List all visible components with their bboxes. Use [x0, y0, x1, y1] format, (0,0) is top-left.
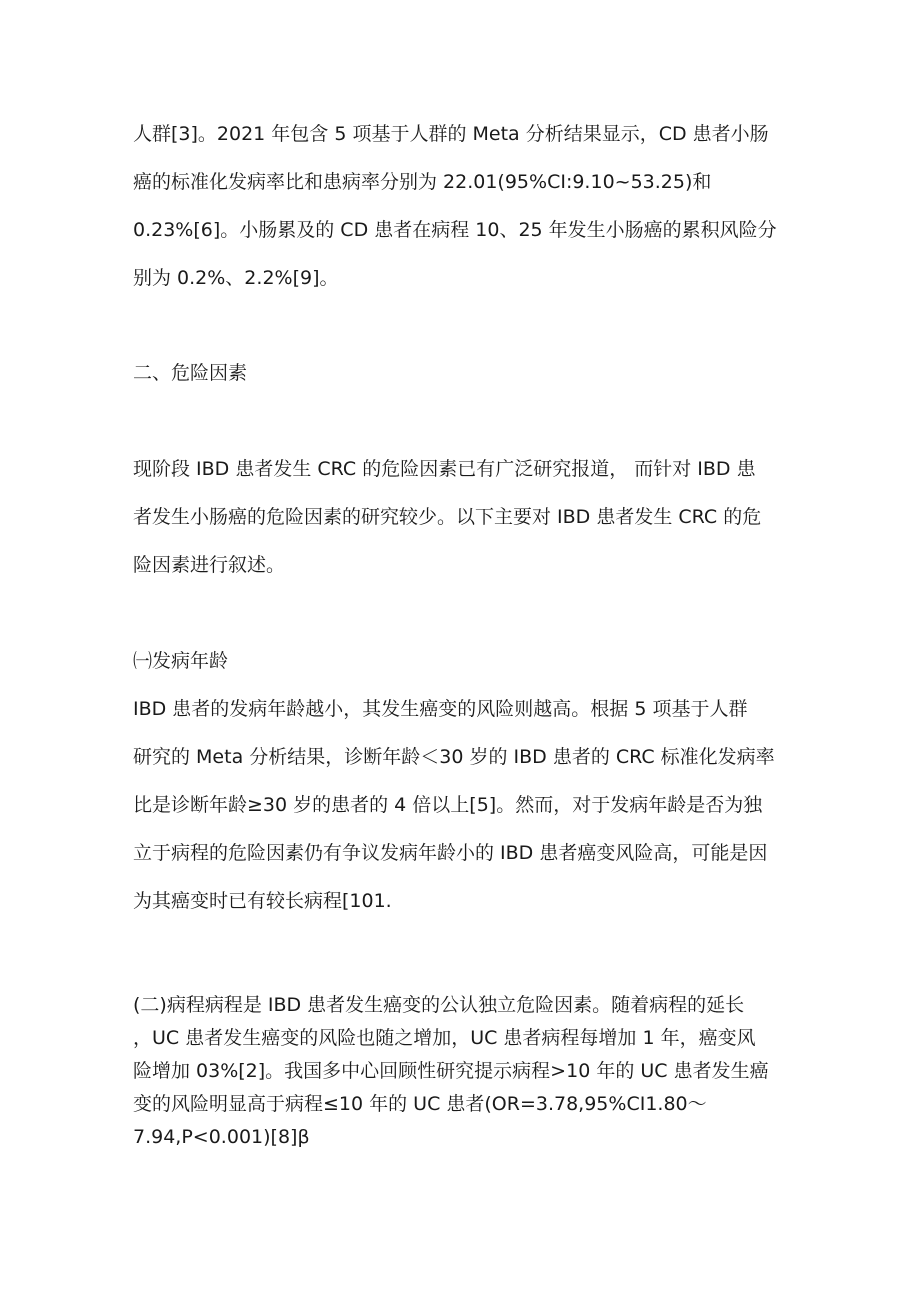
- paragraph3-line-5: 为其癌变时已有较长病程[101.: [133, 890, 392, 912]
- paragraph3-line-4: 立于病程的危险因素仍有争议发病年龄小的 IBD 患者癌变风险高，可能是因: [133, 842, 768, 864]
- paragraph3-line-2: 研究的 Meta 分析结果，诊断年龄＜30 岁的 IBD 患者的 CRC 标准化发病率: [133, 746, 775, 768]
- paragraph3-line-1: IBD 患者的发病年龄越小，其发生癌变的风险则越高。根据 5 项基于人群: [133, 698, 748, 720]
- paragraph2-line-2: 者发生小肠癌的危险因素的研究较少。以下主要对 IBD 患者发生 CRC 的危: [133, 506, 762, 528]
- paragraph4-line-2: ，UC 患者发生癌变的风险也随之增加，UC 患者病程每增加 1 年，癌变风: [133, 1027, 756, 1049]
- paragraph4-line-4: 变的风险明显高于病程≤10 年的 UC 患者(OR=3.78,95%CI1.80〜: [133, 1093, 707, 1115]
- paragraph1-line-4: 别为 0.2%、2.2%[9]。: [133, 267, 339, 289]
- section-heading-risk-factors: 二、危险因素: [133, 362, 248, 384]
- paragraph3-line-3: 比是诊断年龄≥30 岁的患者的 4 倍以上[5]。然而，对于发病年龄是否为独: [133, 794, 763, 816]
- paragraph4-line-5: 7.94,P<0.001)[8]β: [133, 1126, 310, 1148]
- paragraph2-line-3: 险因素进行叙述。: [133, 554, 286, 576]
- subsection-heading-onset-age: ㈠发病年龄: [133, 650, 229, 672]
- paragraph1-line-1: 人群[3]。2021 年包含 5 项基于人群的 Meta 分析结果显示，CD 患者小肠: [133, 123, 769, 145]
- paragraph4-line-1: (二)病程病程是 IBD 患者发生癌变的公认独立危险因素。随着病程的延长: [133, 994, 745, 1016]
- paragraph1-line-2: 癌的标准化发病率比和患病率分别为 22.01(95%CI:9.10~53.25)和: [133, 171, 712, 193]
- paragraph4-line-3: 险增加 03%[2]。我国多中心回顾性研究提示病程>10 年的 UC 患者发生癌: [133, 1060, 769, 1082]
- paragraph2-line-1: 现阶段 IBD 患者发生 CRC 的危险因素已有广泛研究报道， 而针对 IBD 患: [133, 458, 756, 480]
- paragraph1-line-3: 0.23%[6]。小肠累及的 CD 患者在病程 10、25 年发生小肠癌的累积风险分: [133, 219, 777, 241]
